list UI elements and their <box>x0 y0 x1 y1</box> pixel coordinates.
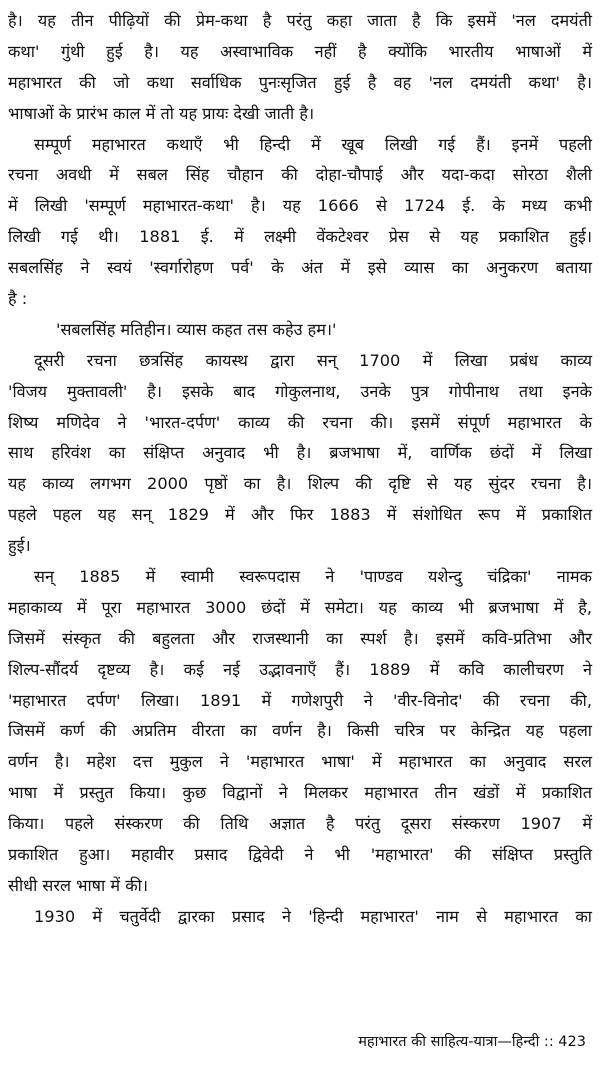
text-line: है : <box>8 289 28 309</box>
text-line: भाषाओं के प्रारंभ काल में तो यह प्रायः देखी जाती है। <box>8 103 315 123</box>
text-line: महाकाव्य में पूरा महाभारत 3000 छंदों में समेटा। यह काव्य भी ब्रजभाषा में है, <box>8 597 592 617</box>
text-line: किया। पहले संस्करण की तिथि अज्ञात है परंतु दूसरा संस्करण 1907 में <box>8 814 592 834</box>
text-line: महाभारत की जो कथा सर्वाधिक पुनःसृजित हुई है वह 'नल दमयंती कथा' है। <box>8 72 592 92</box>
text-line: 'विजय मुक्तावली' है। इसके बाद गोकुलनाथ, उनके पुत्र गोपीनाथ तथा इनके <box>8 381 592 401</box>
text-line: जिसमें कर्ण की अप्रतिम वीरता का वर्णन है। किसी चरित्र पर केन्द्रित यह पहला <box>8 721 592 741</box>
text-line: है। यह तीन पीढ़ियों की प्रेम-कथा है परंतु कहा जाता है कि इसमें 'नल दमयंती <box>8 11 592 30</box>
text-line: जिसमें संस्कृत की बहुलता और राजस्थानी का स्पर्श है। इसमें कवि-प्रतिभा और <box>8 628 592 648</box>
text-line: 1930 में चतुर्वेदी द्वारका प्रसाद ने 'हिन्दी महाभारत' नाम से महाभारत का <box>34 906 592 926</box>
text-line: हुई। <box>8 536 31 556</box>
page-footer: महाभारत की साहित्य-यात्रा—हिन्दी :: 423 <box>358 1034 586 1050</box>
text-line: भाषा में प्रस्तुत किया। कुछ विद्वानों ने मिलकर महाभारत तीन खंडों में प्रकाशित <box>8 783 592 803</box>
text-line: सबलसिंह ने स्वयं 'स्वर्गारोहण पर्व' के अंत में इसे व्यास का अनुकरण बताया <box>8 258 592 278</box>
text-line: लिखी गई थी। 1881 ई. में लक्ष्मी वेंकटेश्वर प्रेस से यह प्रकाशित हुई। <box>8 227 592 247</box>
text-line: पहले पहल यह सन् 1829 में और फिर 1883 में संशोधित रूप में प्रकाशित <box>8 505 592 525</box>
text-line: सम्पूर्ण महाभारत कथाएँ भी हिन्दी में खूब लिखी गई हैं। इनमें पहली <box>34 134 592 154</box>
text-line: प्रकाशित हुआ। महावीर प्रसाद द्विवेदी ने भी 'महाभारत' की संक्षिप्त प्रस्तुति <box>8 845 592 865</box>
text-line: दूसरी रचना छत्रसिंह कायस्थ द्वारा सन् 1700 में लिखा प्रबंध काव्य <box>34 350 592 370</box>
text-line: शिष्य मणिदेव ने 'भारत-दर्पण' काव्य की रचना की। इसमें संपूर्ण महाभारत के <box>8 412 592 432</box>
text-line: 'महाभारत दर्पण' लिखा। 1891 में गणेशपुरी ने 'वीर-विनोद' की रचना की, <box>8 690 592 710</box>
text-line: यह काव्य लगभग 2000 पृष्ठों का है। शिल्प की दृष्टि से यह सुंदर रचना है। <box>8 474 592 494</box>
text-line: रचना अवधी में सबल सिंह चौहान की दोहा-चौपाई और यदा-कदा सोरठा शैली <box>8 165 592 185</box>
text-line: साथ हरिवंश का संक्षिप्त अनुवाद भी है। ब्रजभाषा में, वार्णिक छंदों में लिखा <box>8 443 592 463</box>
text-line: में लिखी 'सम्पूर्ण महाभारत-कथा' है। यह 1666 से 1724 ई. के मध्य कभी <box>8 196 592 216</box>
text-line: वर्णन है। महेश दत्त मुकुल ने 'महाभारत भाषा' में महाभारत का अनुवाद सरल <box>8 752 592 772</box>
text-line: शिल्प-सौंदर्य दृष्टव्य है। कई नई उद्भावनाएँ हैं। 1889 में कवि कालीचरण ने <box>8 659 592 679</box>
body-text <box>8 6 592 933</box>
text-line: सीधी सरल भाषा में की। <box>8 875 148 895</box>
text-line: कथा' गुंथी हुई है। यह अस्वाभाविक नहीं है क्योंकि भारतीय भाषाओं में <box>8 41 592 61</box>
text-line: सन् 1885 में स्वामी स्वरूपदास ने 'पाण्डव यशेन्दु चंद्रिका' नामक <box>34 567 592 587</box>
verse-quote: 'सबलसिंह मतिहीन। व्यास कहत तस कहेउ हम।' <box>56 319 337 339</box>
